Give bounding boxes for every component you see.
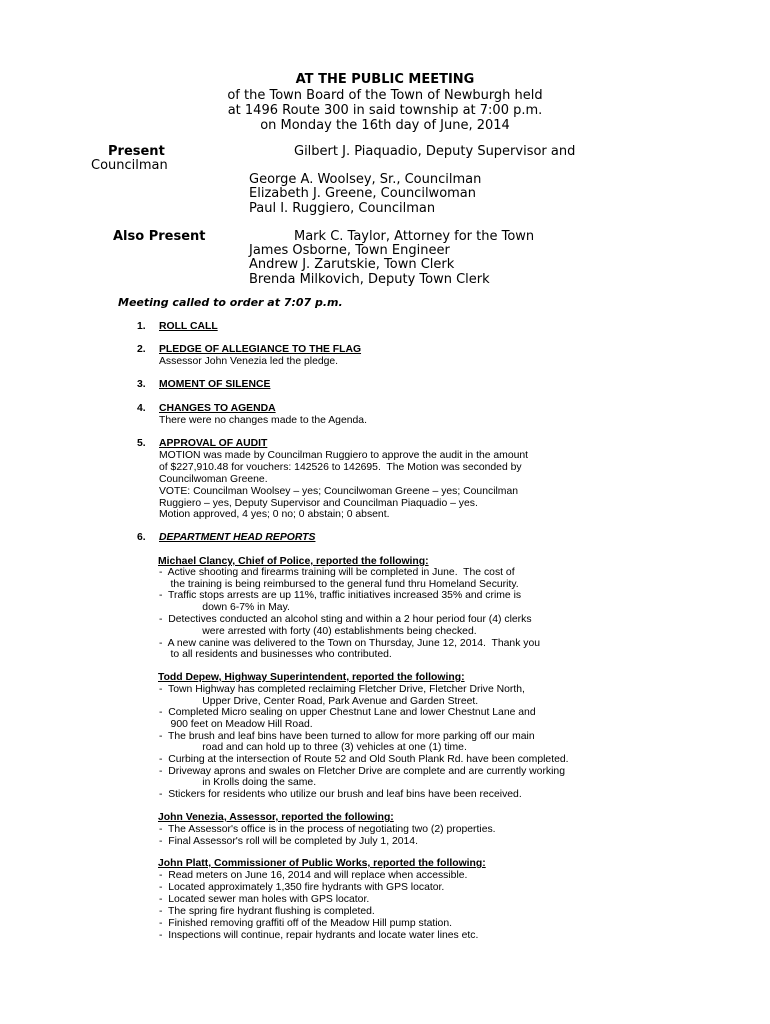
- item-title: CHANGES TO AGENDA: [159, 403, 276, 414]
- item-title: PLEDGE OF ALLEGIANCE TO THE FLAG: [159, 344, 362, 355]
- item-text: VOTE: Councilman Woolsey – yes; Councilwoman Greene – yes; Councilman: [159, 486, 519, 497]
- item-title: DEPARTMENT HEAD REPORTS: [159, 532, 316, 543]
- report-line: down 6-7% in May.: [159, 602, 290, 613]
- also-present-member: Andrew J. Zarutskie, Town Clerk: [249, 257, 455, 272]
- report-line: - Finished removing graffiti off of the Meadow Hill pump station.: [159, 918, 453, 929]
- present-member: George A. Woolsey, Sr., Councilman: [249, 172, 482, 187]
- report-line: were arrested with forty (40) establishments being checked.: [159, 626, 477, 637]
- item-number: 4.: [137, 403, 146, 414]
- also-present-member: Brenda Milkovich, Deputy Town Clerk: [249, 272, 490, 287]
- report-line: the training is being reimbursed to the general fund thru Homeland Security.: [159, 579, 519, 590]
- document-title: AT THE PUBLIC MEETING: [295, 72, 475, 87]
- item-number: 1.: [137, 321, 146, 332]
- report-heading: John Platt, Commissioner of Public Works, reported the following:: [158, 858, 486, 869]
- present-member: Gilbert J. Piaquadio, Deputy Supervisor and: [294, 144, 576, 159]
- report-line: - Curbing at the intersection of Route 52 and Old South Plank Rd. have been completed.: [159, 754, 569, 765]
- report-line: - Located sewer man holes with GPS locator.: [159, 894, 370, 905]
- header-line: at 1496 Route 300 in said township at 7:00 p.m.: [227, 103, 543, 118]
- item-text: of $227,910.48 for vouchers: 142526 to 142695. The Motion was seconded by: [159, 462, 522, 473]
- also-present-member: James Osborne, Town Engineer: [249, 243, 450, 258]
- item-text: There were no changes made to the Agenda.: [159, 415, 367, 426]
- report-line: to all residents and businesses who contributed.: [159, 649, 392, 660]
- report-line: - A new canine was delivered to the Town on Thursday, June 12, 2014. Thank you: [159, 638, 541, 649]
- also-present-member: Mark C. Taylor, Attorney for the Town: [294, 229, 535, 244]
- item-number: 5.: [137, 438, 146, 449]
- report-line: - The spring fire hydrant flushing is completed.: [159, 906, 375, 917]
- item-text: Councilwoman Greene.: [159, 474, 268, 485]
- report-line: - The Assessor's office is in the process of negotiating two (2) properties.: [159, 824, 496, 835]
- present-member: Paul I. Ruggiero, Councilman: [249, 201, 436, 216]
- item-number: 2.: [137, 344, 146, 355]
- report-line: - Inspections will continue, repair hydrants and locate water lines etc.: [159, 930, 479, 941]
- report-line: - The brush and leaf bins have been turned to allow for more parking off our main: [159, 731, 535, 742]
- item-number: 6.: [137, 532, 146, 543]
- header-line: of the Town Board of the Town of Newburgh held: [227, 88, 543, 103]
- report-line: road and can hold up to three (3) vehicles at one (1) time.: [159, 742, 467, 753]
- report-line: - Active shooting and firearms training will be completed in June. The cost of: [159, 567, 515, 578]
- item-number: 3.: [137, 379, 146, 390]
- report-line: - Traffic stops arrests are up 11%, traffic initiatives increased 35% and crime is: [159, 590, 522, 601]
- item-title: MOMENT OF SILENCE: [159, 379, 271, 390]
- report-line: 900 feet on Meadow Hill Road.: [159, 719, 313, 730]
- call-to-order: Meeting called to order at 7:07 p.m.: [118, 296, 343, 309]
- item-text: MOTION was made by Councilman Ruggiero to approve the audit in the amount: [159, 450, 529, 461]
- item-text: Ruggiero – yes, Deputy Supervisor and Councilman Piaquadio – yes.: [159, 498, 478, 509]
- report-heading: Michael Clancy, Chief of Police, reported the following:: [158, 556, 429, 567]
- item-text: Assessor John Venezia led the pledge.: [159, 356, 339, 367]
- item-title: ROLL CALL: [159, 321, 218, 332]
- header-line: on Monday the 16th day of June, 2014: [260, 118, 510, 133]
- report-line: - Driveway aprons and swales on Fletcher Drive are complete and are currently working: [159, 766, 565, 777]
- report-line: Upper Drive, Center Road, Park Avenue and Garden Street.: [159, 696, 479, 707]
- present-label: Present: [108, 144, 165, 159]
- present-member: Elizabeth J. Greene, Councilwoman: [249, 186, 477, 201]
- item-text: Motion approved, 4 yes; 0 no; 0 abstain; 0 absent.: [159, 509, 390, 520]
- report-line: - Stickers for residents who utilize our brush and leaf bins have been received.: [159, 789, 522, 800]
- report-heading: Todd Depew, Highway Superintendent, reported the following:: [158, 672, 465, 683]
- report-line: in Krolls doing the same.: [159, 777, 317, 788]
- report-heading: John Venezia, Assessor, reported the following:: [158, 812, 394, 823]
- also-present-label: Also Present: [113, 229, 206, 244]
- report-line: - Detectives conducted an alcohol sting and within a 2 hour period four (4) clerks: [159, 614, 532, 625]
- report-line: - Located approximately 1,350 fire hydrants with GPS locator.: [159, 882, 445, 893]
- report-line: - Town Highway has completed reclaiming Fletcher Drive, Fletcher Drive North,: [159, 684, 525, 695]
- report-line: - Final Assessor's roll will be completed by July 1, 2014.: [159, 836, 418, 847]
- report-line: - Read meters on June 16, 2014 and will replace when accessible.: [159, 870, 468, 881]
- present-member-wrap: Councilman: [91, 158, 168, 173]
- item-title: APPROVAL OF AUDIT: [159, 438, 268, 449]
- report-line: - Completed Micro sealing on upper Chestnut Lane and lower Chestnut Lane and: [159, 707, 536, 718]
